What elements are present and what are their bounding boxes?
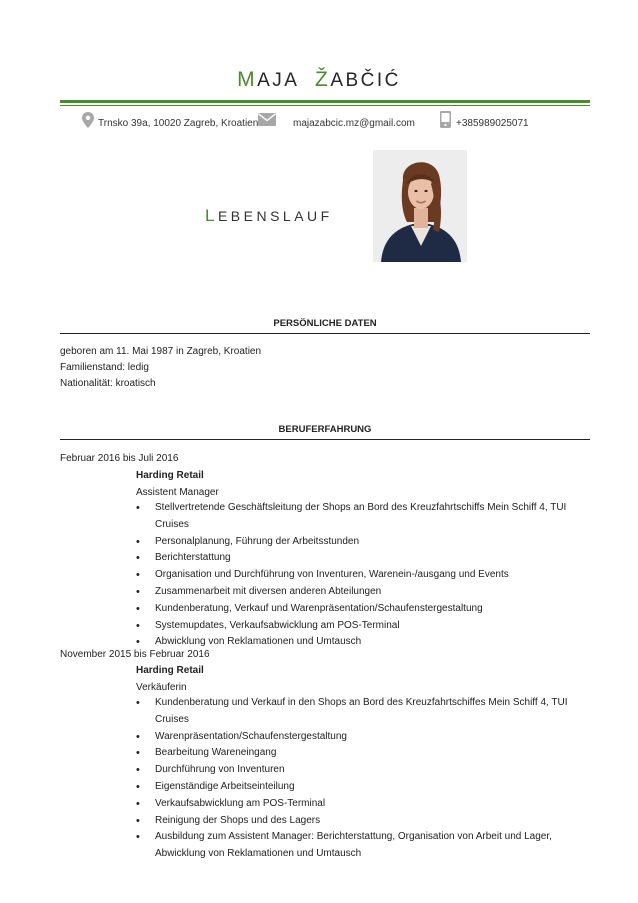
- list-item: • Verkaufsabwicklung am POS-Terminal: [136, 796, 596, 813]
- list-item: • Durchführung von Inventuren: [136, 762, 596, 779]
- task-line-continued: Abwicklung von Reklamationen und Umtausch: [155, 848, 362, 860]
- birth-info: geboren am 11. Mai 1987 in Zagreb, Kroatien: [60, 346, 262, 357]
- profile-photo: [373, 150, 467, 262]
- section-divider-personal: [60, 333, 590, 334]
- candidate-name: [0, 68, 638, 92]
- nationality: Nationalität: kroatisch: [60, 378, 156, 389]
- list-item: • Kundenberatung, Verkauf und Warenpräsentation/Schaufenstergestaltung: [136, 601, 596, 618]
- list-item: • Warenpräsentation/Schaufenstergestaltung: [136, 729, 596, 746]
- job-task-list: [136, 695, 596, 863]
- job-company: Harding Retail: [136, 665, 204, 676]
- document-title: [205, 206, 333, 226]
- name-last-rest: ABČIĆ: [330, 70, 401, 91]
- location-pin-icon: [82, 112, 94, 133]
- list-item: • Zusammenarbeit mit diversen anderen Abteilungen: [136, 584, 596, 601]
- list-item: • Reinigung der Shops und des Lagers: [136, 813, 596, 830]
- job-task-list: [136, 500, 596, 651]
- list-item: • Bearbeitung Wareneingang: [136, 745, 596, 762]
- list-item: • Organisation und Durchführung von Inventuren, Warenein-/ausgang und Events: [136, 567, 596, 584]
- list-item: [136, 829, 596, 863]
- job-period: Februar 2016 bis Juli 2016: [60, 453, 179, 464]
- list-item: • Systemupdates, Verkaufsabwicklung am POS-Terminal: [136, 618, 596, 635]
- marital-status: Familienstand: ledig: [60, 362, 149, 373]
- section-title-personal: PERSÖNLICHE DATEN: [273, 318, 377, 329]
- list-item: • Stellvertretende Geschäftsleitung der Shops an Bord des Kreuzfahrtschiffs Mein Schiff 4, TUI Cruises: [136, 500, 596, 534]
- job-period: November 2015 bis Februar 2016: [60, 649, 210, 660]
- title-rest: EBENSLAUF: [217, 208, 333, 224]
- section-title-experience: BERUFERFAHRUNG: [278, 424, 372, 435]
- address-text: Trnsko 39a, 10020 Zagreb, Kroatien: [98, 118, 259, 129]
- task-line: Ausbildung zum Assistent Manager: Berichterstattung, Organisation von Arbeit und Lager,: [155, 831, 552, 843]
- list-item: • Abwicklung von Reklamationen und Umtausch: [136, 634, 596, 651]
- name-first-initial: M: [237, 68, 258, 91]
- job-company: Harding Retail: [136, 470, 204, 481]
- section-divider-experience: [60, 439, 590, 440]
- title-initial: L: [205, 206, 218, 225]
- mobile-phone-icon: [440, 111, 451, 133]
- envelope-icon: [258, 113, 276, 131]
- list-item: • Personalplanung, Führung der Arbeitsstunden: [136, 534, 596, 551]
- header-divider-thin: [60, 105, 590, 106]
- job-role: Verkäuferin: [136, 682, 187, 693]
- list-item: • Kundenberatung und Verkauf in den Shops an Bord des Kreuzfahrtschiffes Mein Schiff 4, TUI Cruises: [136, 695, 596, 729]
- phone-text: +385989025071: [456, 118, 529, 129]
- list-item: • Eigenständige Arbeitseinteilung: [136, 779, 596, 796]
- list-item: • Berichterstattung: [136, 550, 596, 567]
- email-link[interactable]: majazabcic.mz@gmail.com: [293, 118, 415, 129]
- header-divider: [60, 100, 590, 103]
- name-first-rest: AJA: [257, 70, 300, 91]
- name-last-initial: Ž: [315, 68, 331, 91]
- job-role: Assistent Manager: [136, 487, 219, 498]
